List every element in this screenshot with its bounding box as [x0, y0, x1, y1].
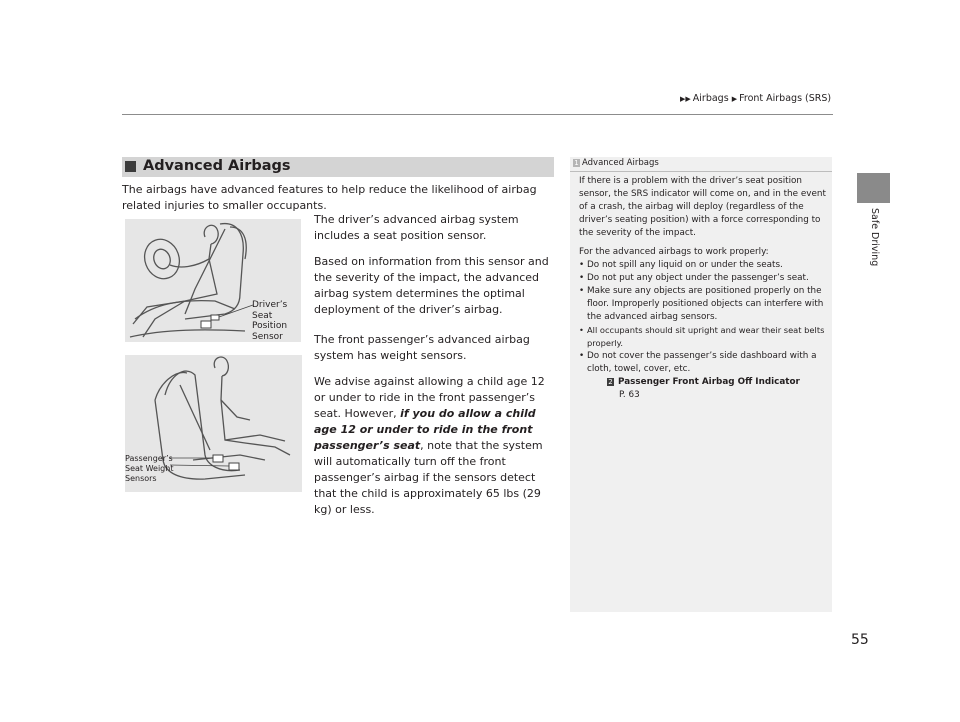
list-item: • All occupants should sit upright and wear their seat belts properly.	[579, 324, 829, 350]
proper-operation-list	[579, 259, 829, 376]
driver-seat-sensor-callout: Driver’s Seat Position Sensor	[252, 300, 288, 342]
reference-arrow-icon: 2	[608, 378, 613, 386]
header-divider	[122, 114, 833, 115]
list-item: • Do not spill any liquid on or under the seats.	[579, 259, 829, 272]
child-warning-emphasis: if you do allow a child age 12 or under to ride in the front passenger’s seat	[314, 407, 536, 452]
sidebar-divider	[570, 171, 832, 172]
intro-paragraph: The airbags have advanced features to help reduce the likelihood of airbag related injuries to smaller occupants.	[122, 183, 537, 212]
cross-reference-link[interactable]: 2 Passenger Front Airbag Off Indicator	[608, 377, 800, 387]
side-tab-label: Safe Driving	[869, 208, 880, 267]
double-arrow-icon: ▶▶	[680, 95, 691, 103]
cross-reference-page[interactable]: P. 63	[619, 390, 640, 400]
section-heading-bar	[122, 157, 554, 177]
passenger-airbag-paragraph: The front passenger’s advanced airbag system has weight sensors.	[314, 333, 530, 362]
side-tab-marker	[857, 173, 890, 203]
sensor-problem-note: If there is a problem with the driver’s seat position sensor, the SRS indicator will come on, and in the event of a crash, the airbag will deploy (regardless of the driver’s seating position) with a force corresponding to the severity of the impact.	[579, 176, 826, 238]
list-item: • Do not put any object under the passenger’s seat.	[579, 272, 829, 285]
breadcrumb-item-front-airbags[interactable]: Front Airbags (SRS)	[739, 93, 832, 104]
arrow-icon: ▶	[731, 95, 738, 103]
driver-airbag-paragraph: The driver’s advanced airbag system includes a seat position sensor.	[314, 213, 519, 242]
child-warning-paragraph: We advise against allowing a child age 12 or under to ride in the front passenger’s seat. However, if you do allow a child age 12 or under to ride in the front passenger’s seat, note that the system will automatically turn off the front passenger’s airbag if the sensors detect that the child is approximately 65 lbs (29 kg) or less.	[314, 375, 545, 516]
section-square-icon	[125, 161, 136, 172]
list-item: • Do not cover the passenger’s side dashboard with a cloth, towel, cover, etc.	[579, 350, 829, 376]
note-number-icon: 1	[574, 159, 579, 167]
sidebar-heading: 1 Advanced Airbags	[574, 158, 659, 168]
driver-sensor-paragraph: Based on information from this sensor and the severity of the impact, the advanced airbag system determines the optimal deployment of the driver’s airbag.	[314, 255, 549, 316]
breadcrumb	[680, 93, 831, 104]
list-item: • Make sure any objects are positioned properly on the floor. Improperly positioned objects can interfere with the advanced airbag sensors.	[579, 285, 829, 324]
page-number: 55	[851, 632, 869, 648]
passenger-seat-sensor-callout: Passenger’s Seat Weight Sensors	[125, 454, 174, 483]
notes-sidebar	[570, 157, 832, 612]
section-title: Advanced Airbags	[143, 158, 291, 174]
breadcrumb-item-airbags[interactable]: Airbags	[692, 93, 729, 104]
proper-operation-intro: For the advanced airbags to work properly:	[579, 247, 769, 257]
sidebar-body	[579, 175, 829, 402]
main-body-text	[314, 212, 558, 528]
